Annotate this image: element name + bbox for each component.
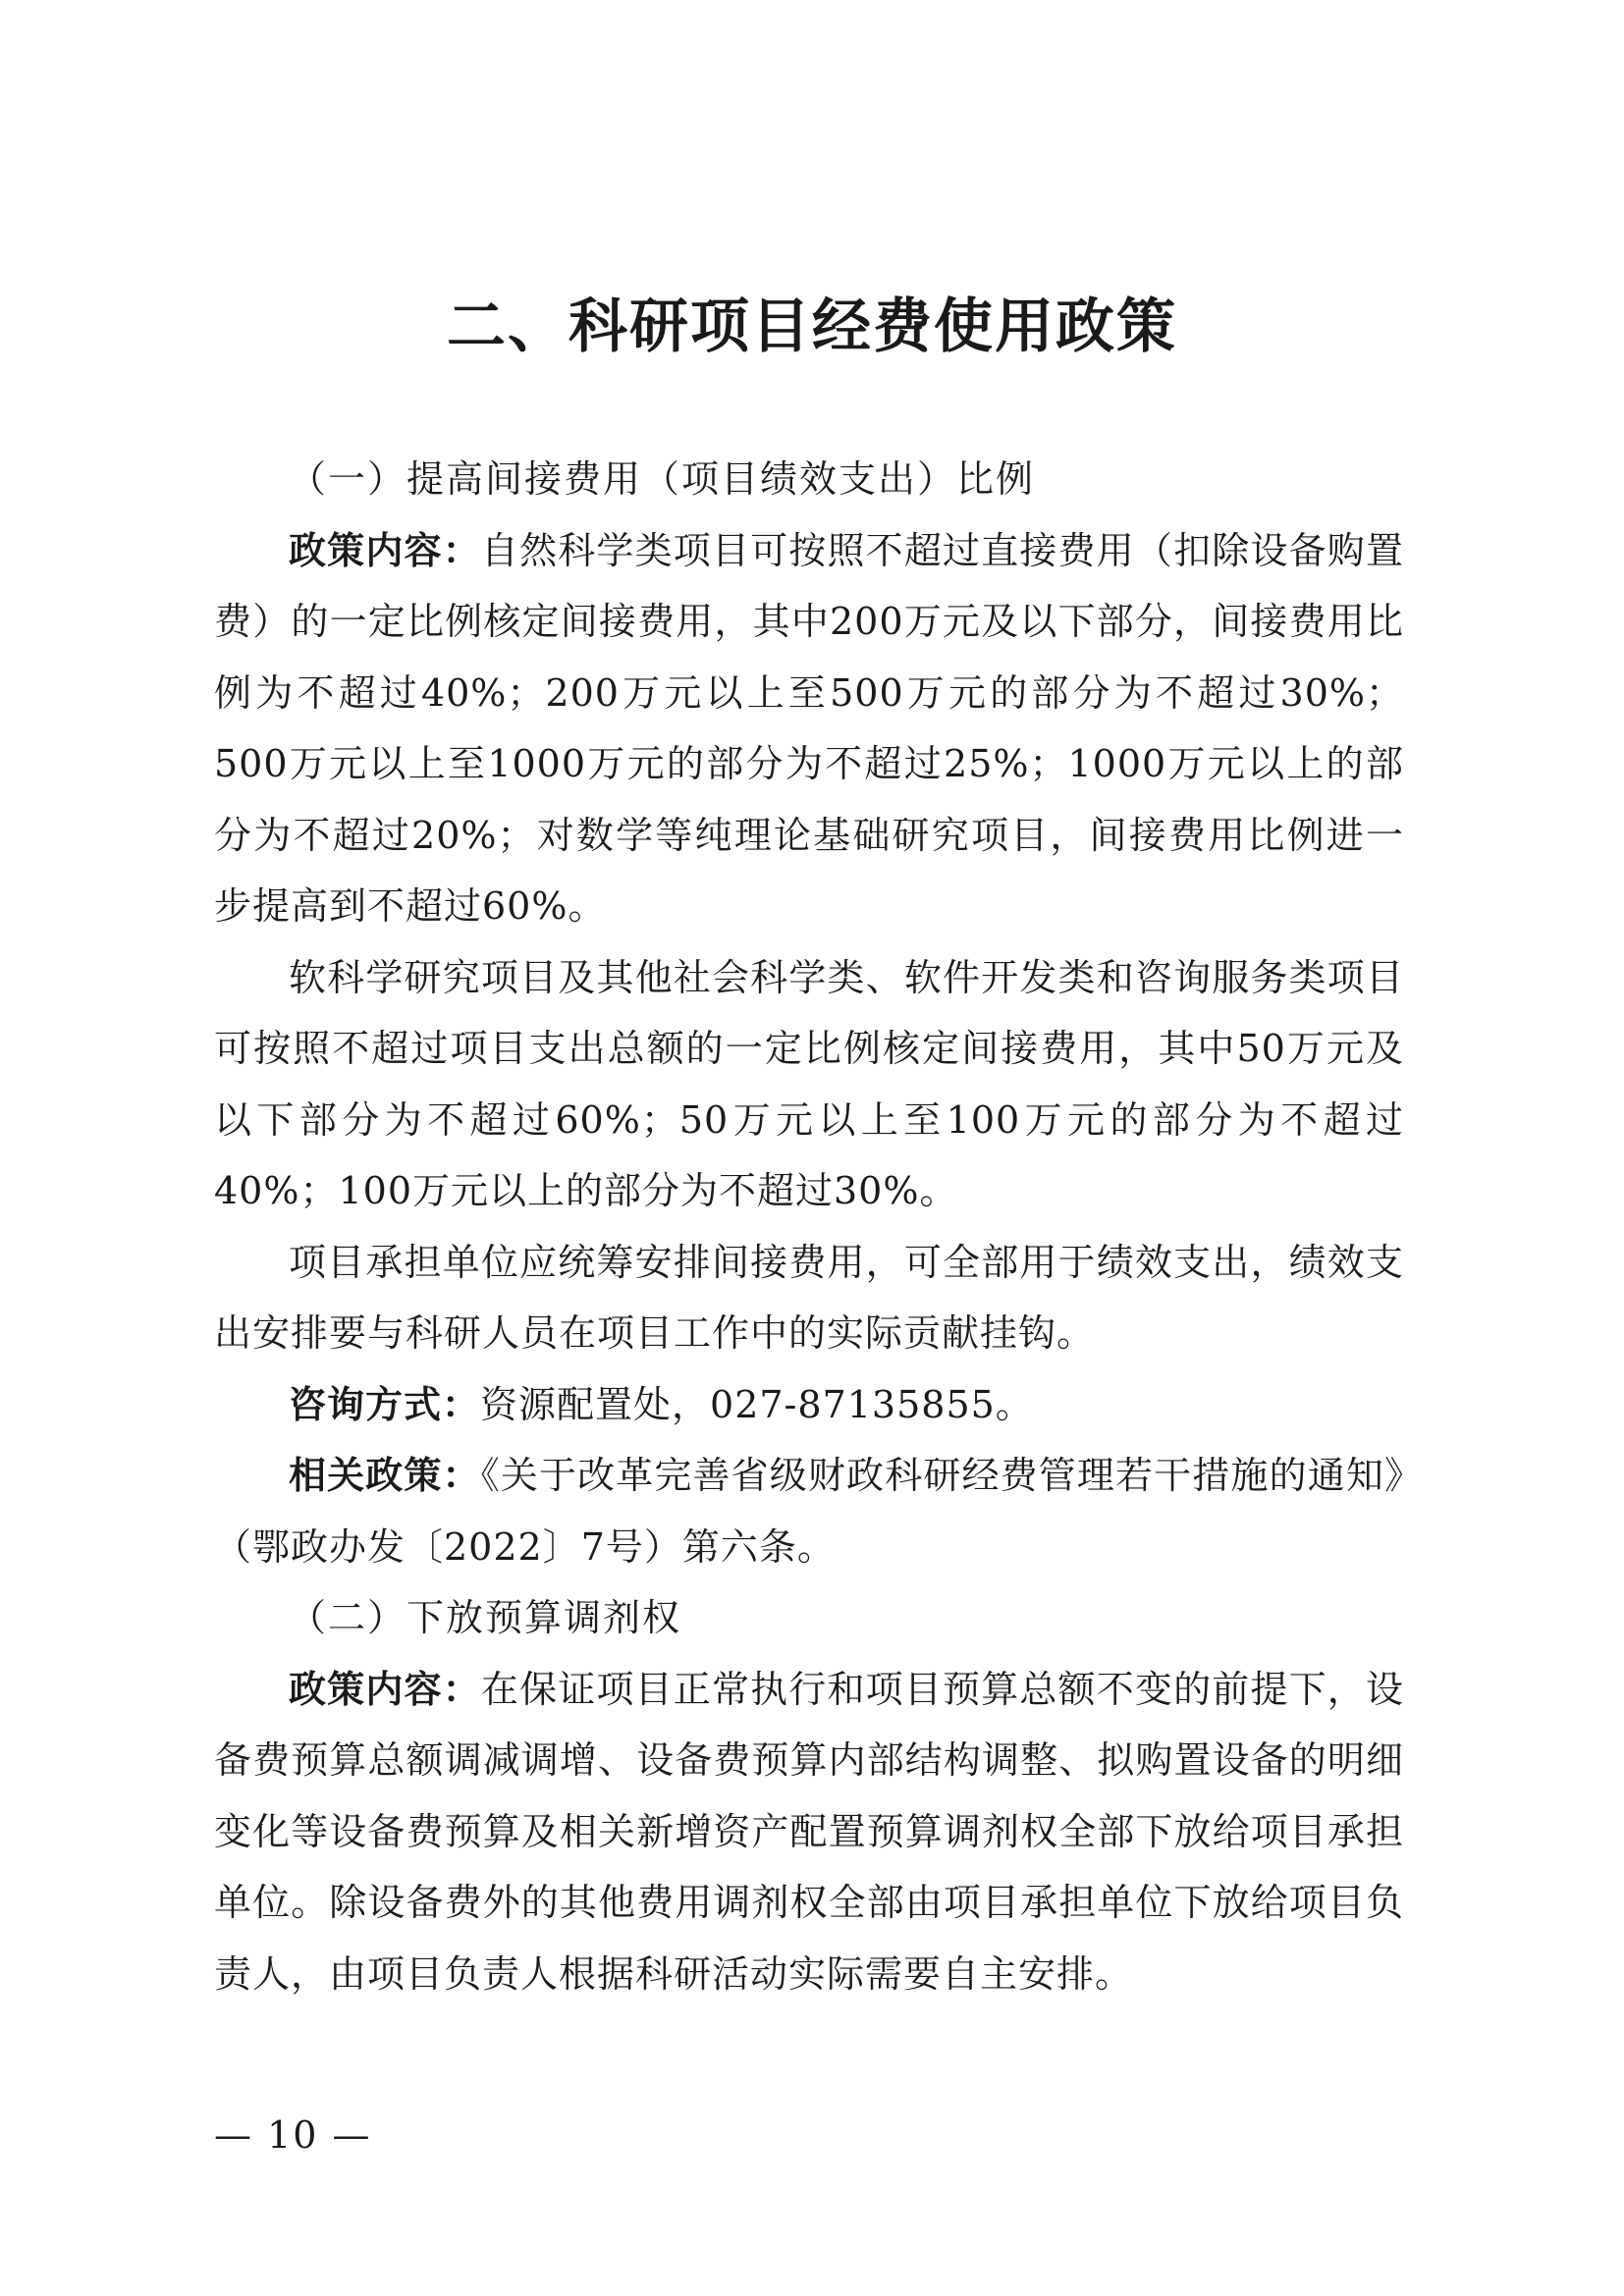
policy-label: 政策内容： <box>289 1667 481 1711</box>
related-text: 《关于改革完善省级财政科研经费管理若干措施的通知》（鄂政办发〔2022〕7号）第六条。 <box>214 1454 1404 1569</box>
related-label: 相关政策： <box>289 1454 481 1497</box>
section-1-paragraph-performance: 项目承担单位应统筹安排间接费用，可全部用于绩效支出，绩效支出安排要与科研人员在项目工作中的实际贡献挂钩。 <box>214 1240 1404 1355</box>
section-1-policy-paragraph <box>214 515 1404 942</box>
consult-text: 资源配置处，027-87135855。 <box>480 1382 1034 1426</box>
consult-label: 咨询方式： <box>289 1382 481 1426</box>
section-2-policy-paragraph <box>214 1654 1404 2010</box>
section-2-heading: （二）下放预算调剂权 <box>289 1596 682 1639</box>
policy-label: 政策内容： <box>289 528 481 572</box>
policy-text: 自然科学类项目可按照不超过直接费用（扣除设备购置费）的一定比例核定间接费用，其中200万元及以下部分，间接费用比例为不超过40%；200万元以上至500万元的部分为不超过30%；500万元以上至1000万元的部分为不超过25%；1000万元以上的部分为不超过20%；对数学等纯理论基础研究项目，间接费用比例进一步提高到不超过60%。 <box>214 528 1404 928</box>
page-title: 二、科研项目经费使用政策 <box>447 293 1177 361</box>
section-1-consult-paragraph <box>214 1369 1404 1441</box>
page-number: — 10 — <box>214 2113 372 2157</box>
section-1-paragraph-soft-science: 软科学研究项目及其他社会科学类、软件开发类和咨询服务类项目可按照不超过项目支出总额的一定比例核定间接费用，其中50万元及以下部分为不超过60%；50万元以上至100万元的部分为不超过40%；100万元以上的部分为不超过30%。 <box>214 955 1404 1212</box>
document-body <box>214 444 1404 2009</box>
policy-text: 在保证项目正常执行和项目预算总额不变的前提下，设备费预算总额调减调增、设备费预算内部结构调整、拟购置设备的明细变化等设备费预算及相关新增资产配置预算调剂权全部下放给项目承担单位。除设备费外的其他费用调剂权全部由项目承担单位下放给项目负责人，由项目负责人根据科研活动实际需要自主安排。 <box>214 1667 1404 1996</box>
section-1-heading: （一）提高间接费用（项目绩效支出）比例 <box>289 457 1036 501</box>
section-1-related-paragraph <box>214 1440 1404 1582</box>
